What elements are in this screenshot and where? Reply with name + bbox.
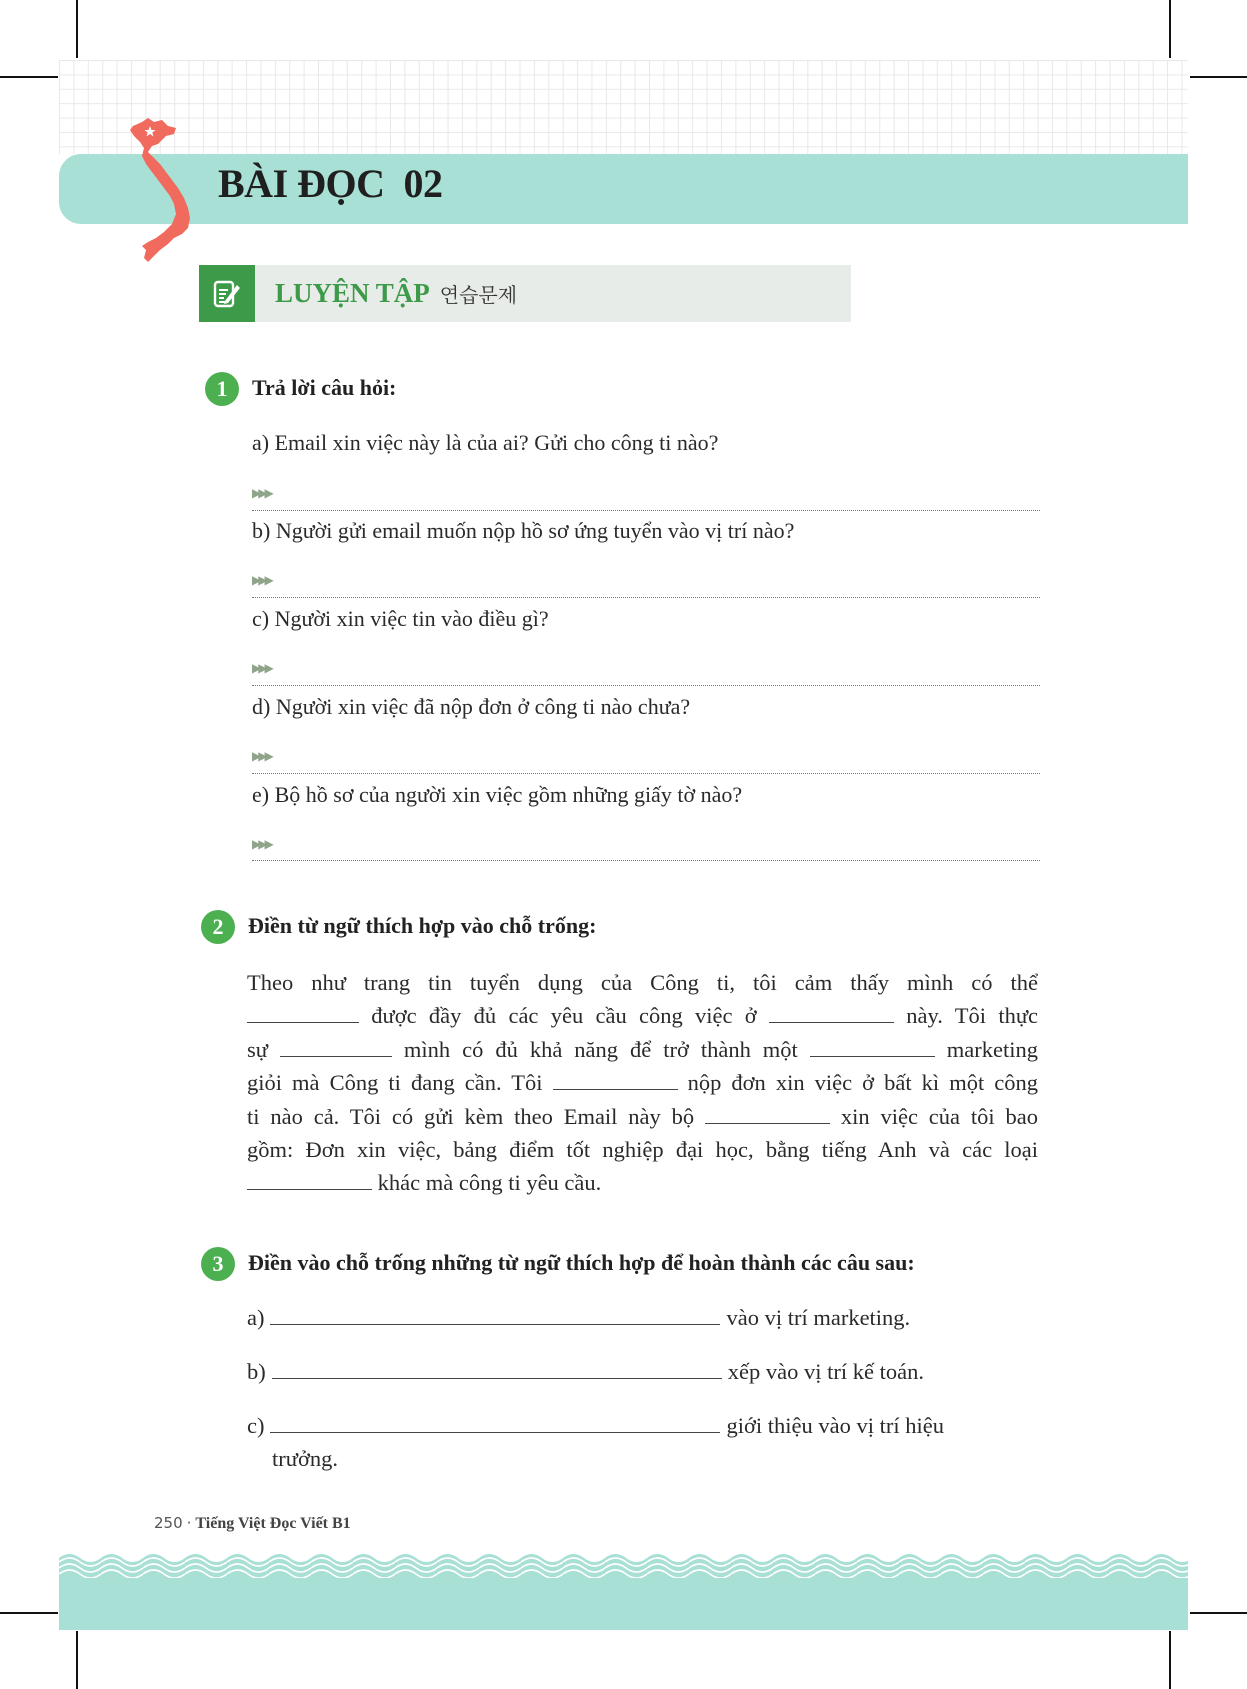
exercise-3-number-badge: 3 — [201, 1247, 235, 1281]
crop-mark — [0, 76, 58, 78]
question-c: c) Người xin việc tin vào điều gì? — [252, 606, 549, 631]
crop-mark — [1190, 1612, 1247, 1614]
paragraph-line: được đầy đủ các yêu cầu công việc ở này. Tôi thực — [247, 999, 1038, 1032]
book-title: Tiếng Việt Đọc Viết B1 — [195, 1515, 351, 1532]
notepad-pencil-icon — [213, 279, 241, 309]
blank-sentence-b[interactable] — [272, 1359, 722, 1379]
blank-6[interactable] — [705, 1102, 830, 1124]
blank-7[interactable] — [247, 1168, 372, 1190]
blank-4[interactable] — [810, 1035, 935, 1057]
fill-in-paragraph — [247, 966, 1038, 1200]
page-number: 250 — [154, 1514, 183, 1532]
paragraph-line: giỏi mà Công ti đang cần. Tôi nộp đơn xin việc ở bất kì một công — [247, 1070, 1038, 1096]
paragraph-line: gồm: Đơn xin việc, bảng điểm tốt nghiệp đại học, bằng tiếng Anh và các loại — [247, 1137, 1038, 1163]
paragraph-line: khác mà công ti yêu cầu. — [247, 1166, 1038, 1199]
answer-line-c[interactable] — [252, 685, 1040, 686]
blank-5[interactable] — [553, 1068, 678, 1090]
sentence-b: b) xếp vào vị trí kế toán. — [247, 1359, 924, 1384]
question-b: b) Người gửi email muốn nộp hồ sơ ứng tuyển vào vị trí nào? — [252, 518, 795, 543]
exercise-2-number-badge: 2 — [201, 910, 235, 944]
practice-icon-box — [199, 265, 255, 322]
lesson-title: BÀI ĐỌC 02 — [218, 161, 443, 206]
crop-mark — [1190, 76, 1247, 78]
vietnam-map-icon — [128, 116, 208, 266]
answer-line-b[interactable] — [252, 597, 1040, 598]
question-a: a) Email xin việc này là của ai? Gửi cho công ti nào? — [252, 430, 719, 455]
sentence-a: a) vào vị trí marketing. — [247, 1305, 911, 1330]
answer-arrow-icon: ▶▶▶ — [252, 486, 271, 500]
page-footer — [154, 1514, 351, 1533]
paragraph-line: ti nào cả. Tôi có gửi kèm theo Email này bộ xin việc của tôi bao — [247, 1103, 1038, 1129]
exercise-1-number-badge: 1 — [205, 372, 239, 406]
crop-mark — [1169, 0, 1171, 58]
exercise-1-title: Trả lời câu hỏi: — [252, 375, 397, 400]
answer-arrow-icon: ▶▶▶ — [252, 749, 271, 763]
answer-line-d[interactable] — [252, 773, 1040, 774]
footer-separator: · — [186, 1514, 192, 1532]
practice-section-header — [199, 265, 851, 322]
blank-3[interactable] — [280, 1035, 392, 1057]
crop-mark — [1169, 1631, 1171, 1689]
crop-mark — [76, 1631, 78, 1689]
exercise-2-title: Điền từ ngữ thích hợp vào chỗ trống: — [248, 913, 597, 938]
sentence-c: c) giới thiệu vào vị trí hiệu — [247, 1413, 944, 1438]
blank-sentence-a[interactable] — [270, 1305, 720, 1325]
blank-sentence-c[interactable] — [270, 1413, 720, 1433]
paragraph-line: Theo như trang tin tuyển dụng của Công ti, tôi cảm thấy mình có thể — [247, 970, 1038, 995]
answer-line-e[interactable] — [252, 860, 1040, 861]
exercise-3-title: Điền vào chỗ trống những từ ngữ thích hợp để hoàn thành các câu sau: — [248, 1250, 915, 1275]
crop-mark — [76, 0, 78, 58]
bottom-wave-band — [59, 1550, 1188, 1630]
question-d: d) Người xin việc đã nộp đơn ở công ti nào chưa? — [252, 694, 691, 719]
paragraph-line: sự mình có đủ khả năng để trở thành một marketing — [247, 1036, 1038, 1062]
practice-label-korean: 연습문제 — [439, 283, 518, 307]
answer-arrow-icon: ▶▶▶ — [252, 573, 271, 587]
answer-line-a[interactable] — [252, 510, 1040, 511]
crop-mark — [0, 1612, 58, 1614]
practice-label: LUYỆN TẬP — [275, 278, 430, 308]
sentence-c-continuation: trưởng. — [272, 1446, 338, 1471]
answer-arrow-icon: ▶▶▶ — [252, 837, 271, 851]
blank-2[interactable] — [769, 1001, 894, 1023]
answer-arrow-icon: ▶▶▶ — [252, 661, 271, 675]
grid-background — [59, 60, 1188, 154]
blank-1[interactable] — [247, 1001, 359, 1023]
question-e: e) Bộ hồ sơ của người xin việc gồm những giấy tờ nào? — [252, 782, 743, 807]
